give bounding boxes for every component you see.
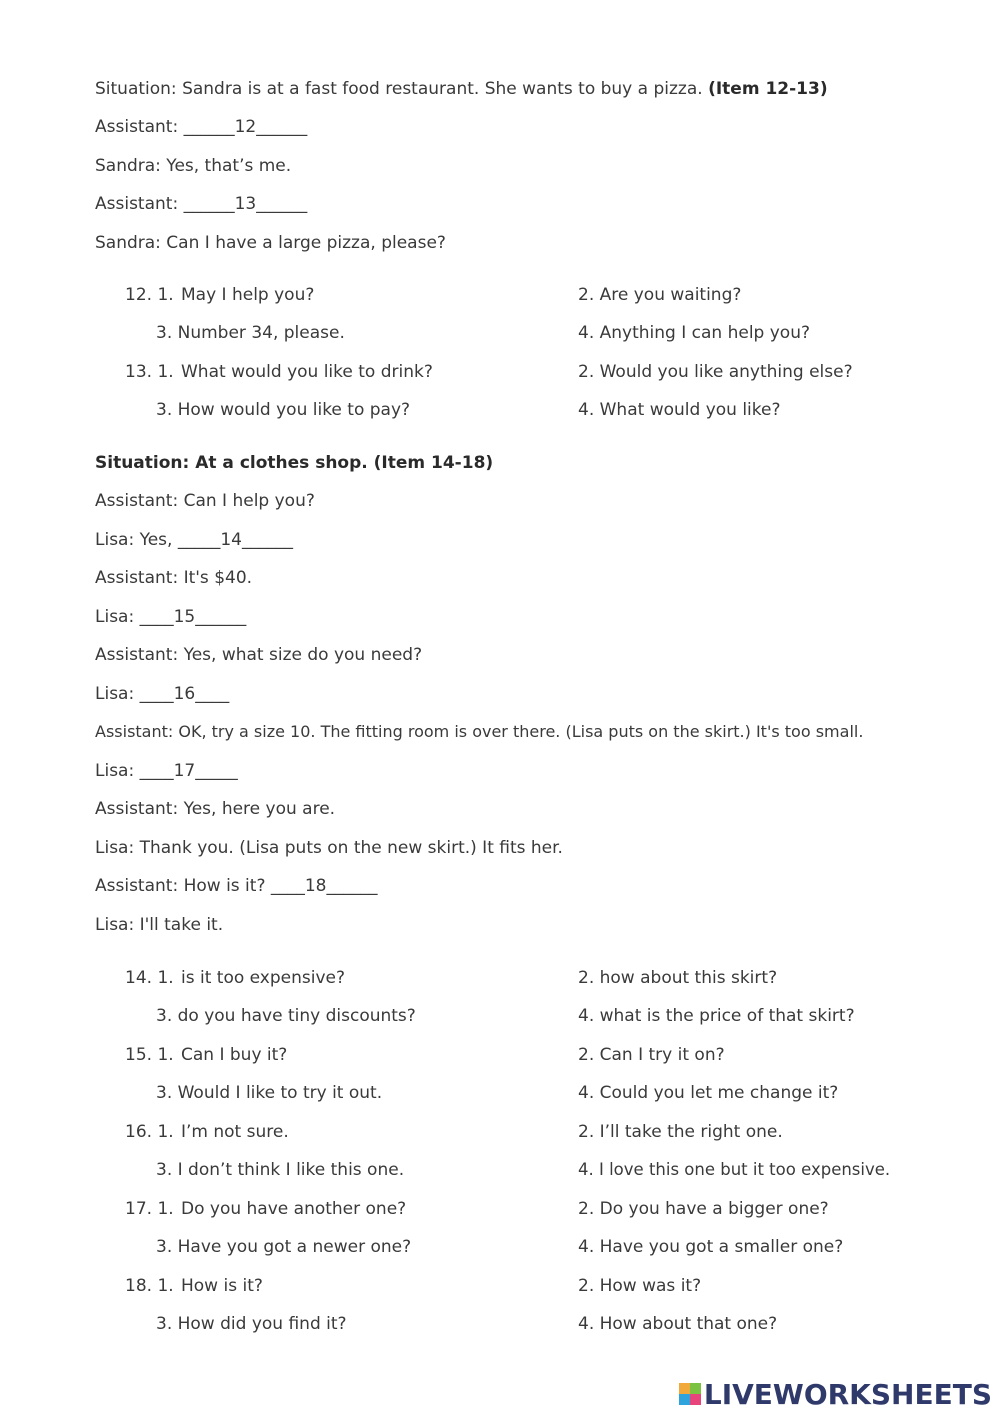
dialogue-line: Assistant: OK, try a size 10. The fitting room is over there. (Lisa puts on the skirt.) It's too small. (95, 722, 864, 741)
dialogue-line: Lisa: Yes, _____14______ (95, 530, 293, 550)
question-17-option-3[interactable]: 3. Have you got a newer one? (156, 1237, 412, 1257)
situation-1-text: Situation: Sandra is at a fast food restaurant. She wants to buy a pizza. (95, 79, 709, 99)
question-14-option-1[interactable]: is it too expensive? (181, 968, 346, 988)
logo-square-icon (690, 1394, 701, 1405)
dialogue-line: Assistant: It's $40. (95, 568, 253, 588)
logo-square-icon (690, 1383, 701, 1394)
question-14-option-4[interactable]: 4. what is the price of that skirt? (578, 1006, 855, 1026)
dialogue-line: Assistant: How is it? ____18______ (95, 876, 378, 896)
question-17-option-2[interactable]: 2. Do you have a bigger one? (578, 1199, 829, 1219)
question-17-option-4[interactable]: 4. Have you got a smaller one? (578, 1237, 844, 1257)
logo-square-icon (679, 1394, 690, 1405)
logo-square-icon (679, 1383, 690, 1394)
question-15-option-1[interactable]: Can I buy it? (181, 1045, 288, 1065)
dialogue-line: Assistant: Can I help you? (95, 491, 315, 511)
situation-1-items: (Item 12-13) (708, 79, 828, 99)
dialogue-line: Lisa: ____15______ (95, 607, 247, 627)
situation-1 (95, 78, 828, 100)
dialogue-line: Lisa: ____16____ (95, 684, 230, 704)
question-12-option-2[interactable]: 2. Are you waiting? (578, 285, 742, 305)
question-15-option-3[interactable]: 3. Would I like to try it out. (156, 1083, 383, 1103)
question-17-number: 17. 1. (125, 1199, 174, 1219)
question-13-option-3[interactable]: 3. How would you like to pay? (156, 400, 411, 420)
question-14-option-3[interactable]: 3. do you have tiny discounts? (156, 1006, 416, 1026)
question-16-option-2[interactable]: 2. I’ll take the right one. (578, 1122, 783, 1142)
question-16-option-4[interactable]: 4. I love this one but it too expensive. (578, 1160, 891, 1179)
question-15-option-2[interactable]: 2. Can I try it on? (578, 1045, 725, 1065)
question-13-option-4[interactable]: 4. What would you like? (578, 400, 781, 420)
question-18-option-1[interactable]: How is it? (181, 1276, 263, 1296)
dialogue-line: Assistant: Yes, here you are. (95, 799, 336, 819)
dialogue-line: Assistant: ______13______ (95, 194, 308, 214)
dialogue-line: Lisa: ____17_____ (95, 761, 238, 781)
question-14-option-2[interactable]: 2. how about this skirt? (578, 968, 778, 988)
question-16-number: 16. 1. (125, 1122, 174, 1142)
question-12-option-4[interactable]: 4. Anything I can help you? (578, 323, 810, 343)
question-13-option-1[interactable]: What would you like to drink? (181, 362, 433, 382)
question-18-option-3[interactable]: 3. How did you find it? (156, 1314, 347, 1334)
dialogue-line: Assistant: ______12______ (95, 117, 308, 137)
question-18-option-2[interactable]: 2. How was it? (578, 1276, 702, 1296)
dialogue-line: Lisa: Thank you. (Lisa puts on the new skirt.) It fits her. (95, 838, 563, 858)
dialogue-line: Sandra: Yes, that’s me. (95, 156, 292, 176)
question-18-option-4[interactable]: 4. How about that one? (578, 1314, 778, 1334)
question-14-number: 14. 1. (125, 968, 174, 988)
dialogue-line: Sandra: Can I have a large pizza, please? (95, 233, 446, 253)
liveworksheets-logo (679, 1377, 992, 1411)
question-15-option-4[interactable]: 4. Could you let me change it? (578, 1083, 839, 1103)
brand-name: LIVEWORKSHEETS (703, 1377, 992, 1411)
question-12-number: 12. 1. (125, 285, 174, 305)
question-13-option-2[interactable]: 2. Would you like anything else? (578, 362, 853, 382)
question-16-option-1[interactable]: I’m not sure. (181, 1122, 289, 1142)
question-16-option-3[interactable]: 3. I don’t think I like this one. (156, 1160, 405, 1180)
question-15-number: 15. 1. (125, 1045, 174, 1065)
dialogue-line: Lisa: I'll take it. (95, 915, 224, 935)
dialogue-line: Assistant: Yes, what size do you need? (95, 645, 423, 665)
liveworksheets-icon (679, 1383, 701, 1405)
question-13-number: 13. 1. (125, 362, 174, 382)
question-18-number: 18. 1. (125, 1276, 174, 1296)
question-12-option-1[interactable]: May I help you? (181, 285, 315, 305)
situation-2-title: Situation: At a clothes shop. (Item 14-18) (95, 453, 494, 473)
question-12-option-3[interactable]: 3. Number 34, please. (156, 323, 345, 343)
question-17-option-1[interactable]: Do you have another one? (181, 1199, 407, 1219)
